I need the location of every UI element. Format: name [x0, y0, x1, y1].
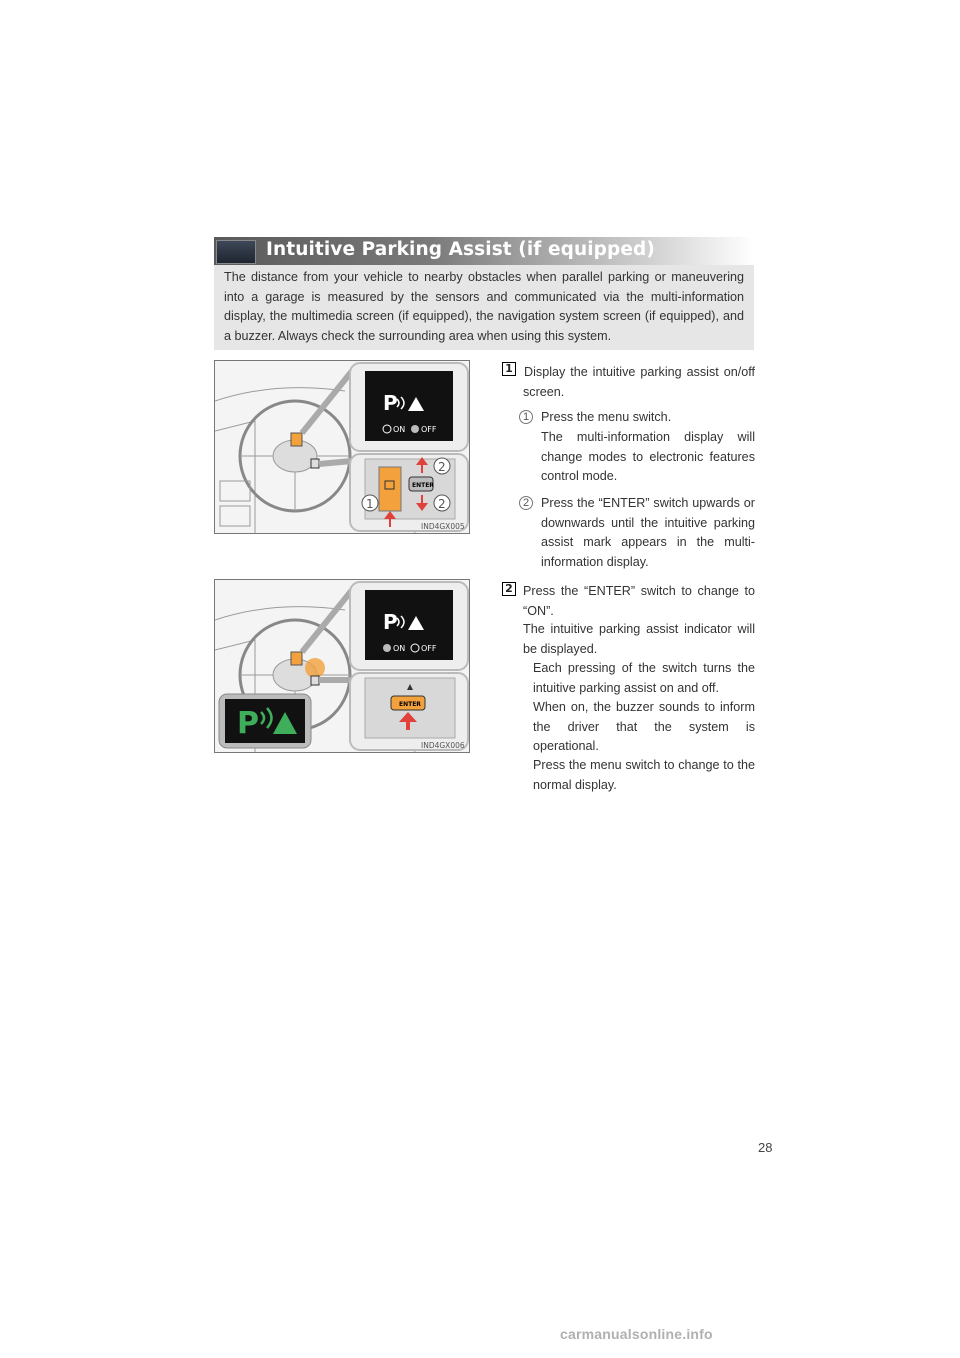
- fig1-callout-1: 1: [366, 497, 374, 511]
- fig1-code: IND4GX005: [421, 522, 465, 531]
- fig2-on-label: ON: [393, 644, 406, 653]
- section-tab-icon: [216, 240, 256, 264]
- fig1-off-label: OFF: [421, 425, 437, 434]
- step-2-note-3: Press the menu switch to change to the normal display.: [533, 758, 755, 792]
- section-title: Intuitive Parking Assist (if equipped): [266, 239, 655, 260]
- fig1-callout-2b: 2: [438, 497, 446, 511]
- fig2-enter-label: ENTER: [399, 701, 421, 708]
- step-2-result: The intuitive parking assist indicator will be displayed.: [523, 622, 755, 656]
- step-2-note-2: When on, the buzzer sounds to inform the driver that the system is operational.: [533, 700, 755, 753]
- watermark: carmanualsonline.info: [560, 1326, 713, 1342]
- substep-1-text: Press the menu switch.: [541, 410, 672, 424]
- substep-2-text: Press the “ENTER” switch upwards or downwards until the intuitive parking assist mark appears in the multi-information display.: [541, 496, 755, 569]
- step-2-note-1: Each pressing of the switch turns the intuitive parking assist on and off.: [533, 661, 755, 695]
- substep-marker-2: 2: [519, 496, 533, 510]
- substep-marker-1: 1: [519, 410, 533, 424]
- svg-text:P: P: [383, 391, 398, 415]
- fig1-on-label: ON: [393, 425, 406, 434]
- step-number-2: 2: [502, 582, 516, 596]
- page-number: 28: [758, 1140, 773, 1155]
- step-2-text: Press the “ENTER” switch to change to “ON”.: [523, 584, 755, 618]
- step-number-1: 1: [502, 362, 516, 376]
- figure-menu-switch: [214, 360, 470, 534]
- step-1-text: Display the intuitive parking assist on/off screen.: [523, 365, 755, 399]
- svg-text:P: P: [237, 706, 259, 741]
- fig1-callout-2a: 2: [438, 460, 446, 474]
- fig2-code: IND4GX006: [421, 741, 465, 750]
- svg-text:P: P: [383, 610, 398, 634]
- substep-1-note: The multi-information display will change modes to electronic features control mode.: [541, 430, 755, 483]
- intro-box: The distance from your vehicle to nearby obstacles when parallel parking or maneuvering into a garage is measured by the sensors and communicated via the multi-information display, the multimedia screen (if equipped), the navigation system screen (if equipped), and a buzzer. Always check the surrounding area when using this system.: [214, 265, 754, 350]
- fig2-off-label: OFF: [421, 644, 437, 653]
- section-header: [214, 237, 754, 265]
- fig1-enter-label: ENTER: [412, 482, 434, 489]
- figure-enter-switch: [214, 579, 470, 753]
